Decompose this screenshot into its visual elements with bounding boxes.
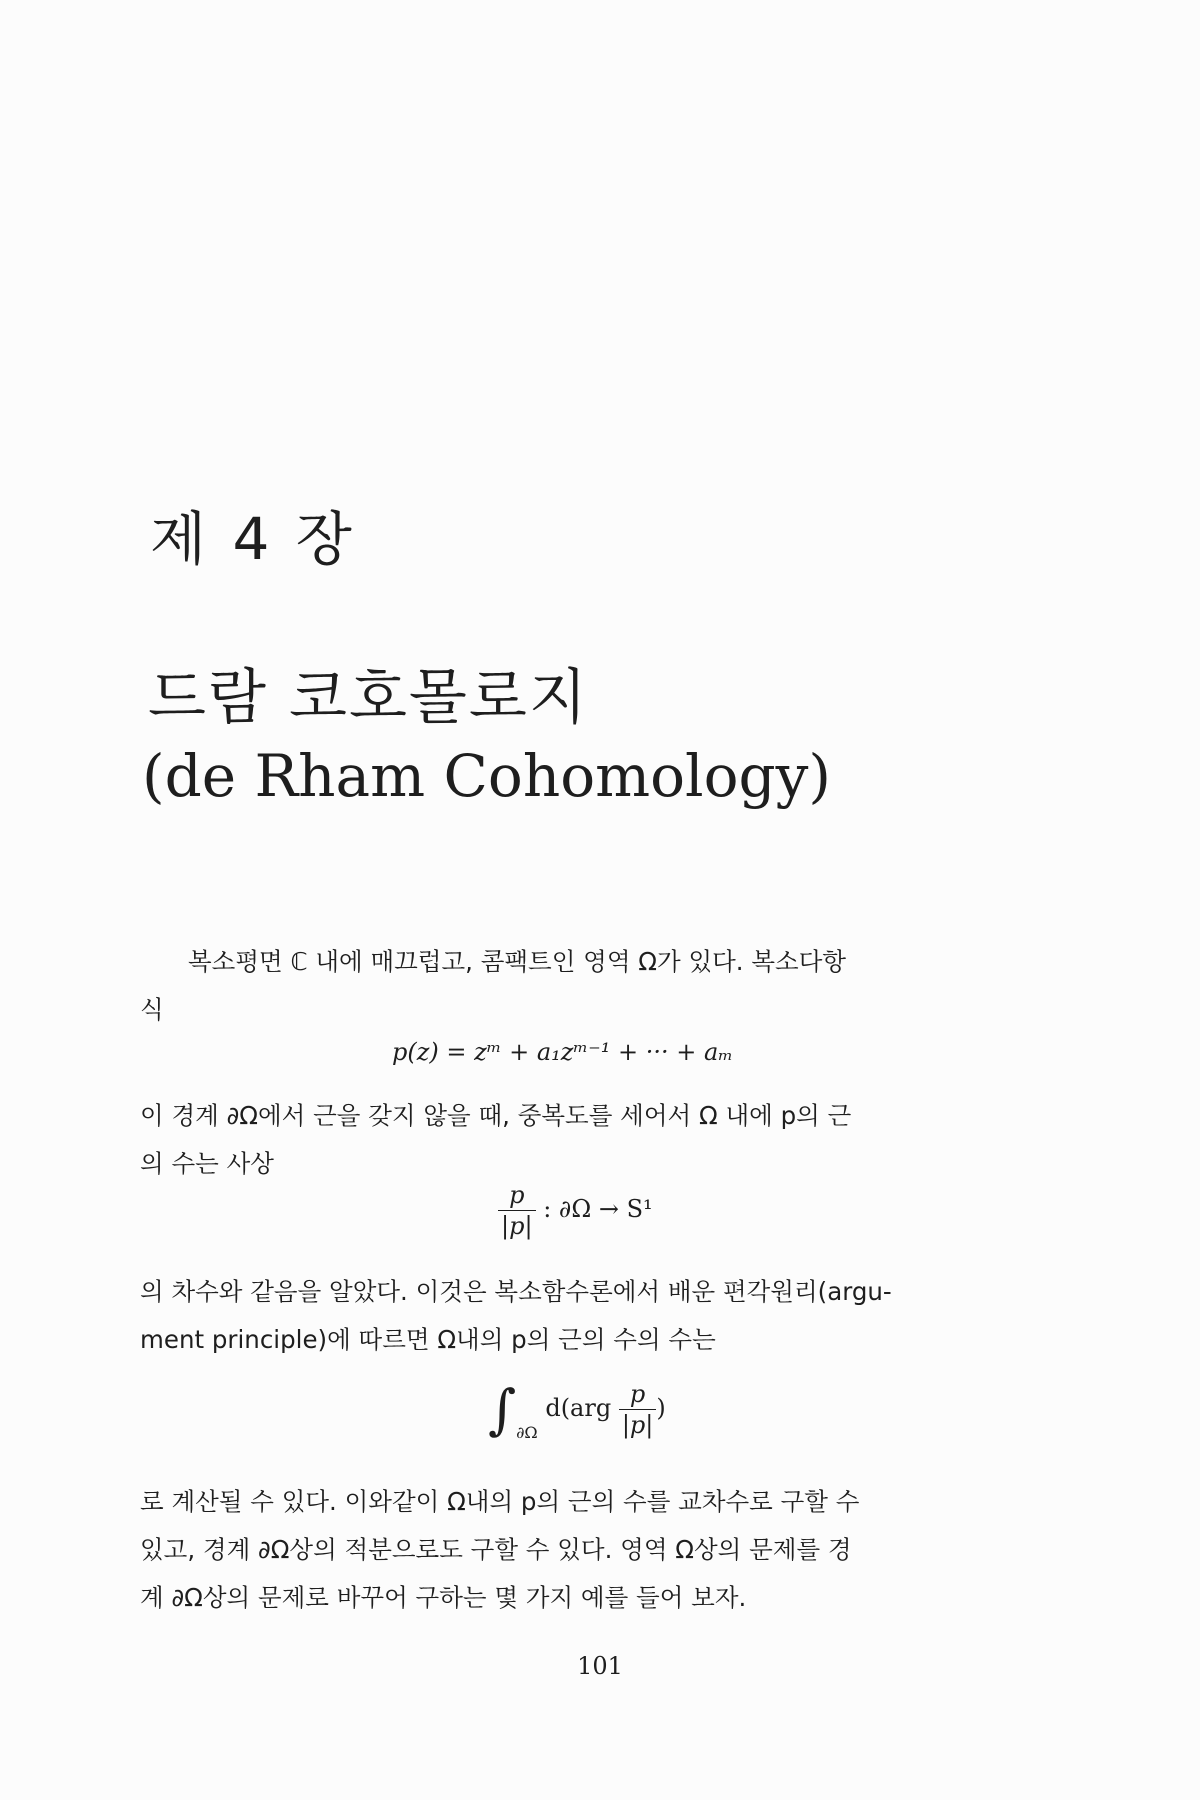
fraction-p-over-abs-p xyxy=(498,1180,536,1241)
paragraph-1-line-2: 식 xyxy=(140,995,164,1024)
chapter-title: 드람 코호몰로지 xyxy=(148,663,589,733)
map-target: : ∂Ω → S¹ xyxy=(543,1195,653,1223)
chapter-number: 제 4 장 xyxy=(150,505,356,573)
paragraph-3 xyxy=(140,1268,1030,1364)
integrand-right: ) xyxy=(656,1394,666,1422)
paragraph-2-line-2: 의 수는 사상 xyxy=(140,1149,274,1178)
equation-map xyxy=(498,1180,653,1241)
paragraph-3-line-1: 의 차수와 같음을 알았다. 이것은 복소함수론에서 배운 편각원리(argu- xyxy=(140,1277,892,1306)
chapter-subtitle: (de Rham Cohomology) xyxy=(142,742,832,810)
paragraph-2-line-1: 이 경계 ∂Ω에서 근을 갖지 않을 때, 중복도를 세어서 Ω 내에 p의 근 xyxy=(140,1101,852,1130)
paragraph-1 xyxy=(140,938,1030,1034)
integrand-left: d(arg xyxy=(545,1394,612,1422)
paragraph-2 xyxy=(140,1092,1030,1188)
integral-subscript: ∂Ω xyxy=(516,1423,538,1442)
fraction-numerator-2: p xyxy=(619,1379,657,1410)
integral-sign: ∫ xyxy=(488,1378,517,1441)
fraction-p-over-abs-p-2 xyxy=(619,1379,657,1440)
page-number: 101 xyxy=(577,1652,623,1680)
paragraph-1-line-1: 복소평면 ℂ 내에 매끄럽고, 콤팩트인 영역 Ω가 있다. 복소다항 xyxy=(188,947,847,976)
paragraph-3-line-2: ment principle)에 따르면 Ω내의 p의 근의 수의 수는 xyxy=(140,1325,716,1354)
fraction-numerator: p xyxy=(498,1180,536,1211)
paragraph-4-line-3: 계 ∂Ω상의 문제로 바꾸어 구하는 몇 가지 예를 들어 보자. xyxy=(140,1583,747,1612)
paragraph-4 xyxy=(140,1478,1030,1622)
fraction-denominator: |p| xyxy=(501,1212,533,1240)
paragraph-4-line-1: 로 계산될 수 있다. 이와같이 Ω내의 p의 근의 수를 교차수로 구할 수 xyxy=(140,1487,860,1516)
equation-integral xyxy=(488,1378,666,1442)
equation-polynomial: p(z) = zᵐ + a₁zᵐ⁻¹ + ··· + aₘ xyxy=(392,1038,734,1066)
fraction-denominator-2: |p| xyxy=(621,1411,654,1439)
paragraph-4-line-2: 있고, 경계 ∂Ω상의 적분으로도 구할 수 있다. 영역 Ω상의 문제를 경 xyxy=(140,1535,852,1564)
